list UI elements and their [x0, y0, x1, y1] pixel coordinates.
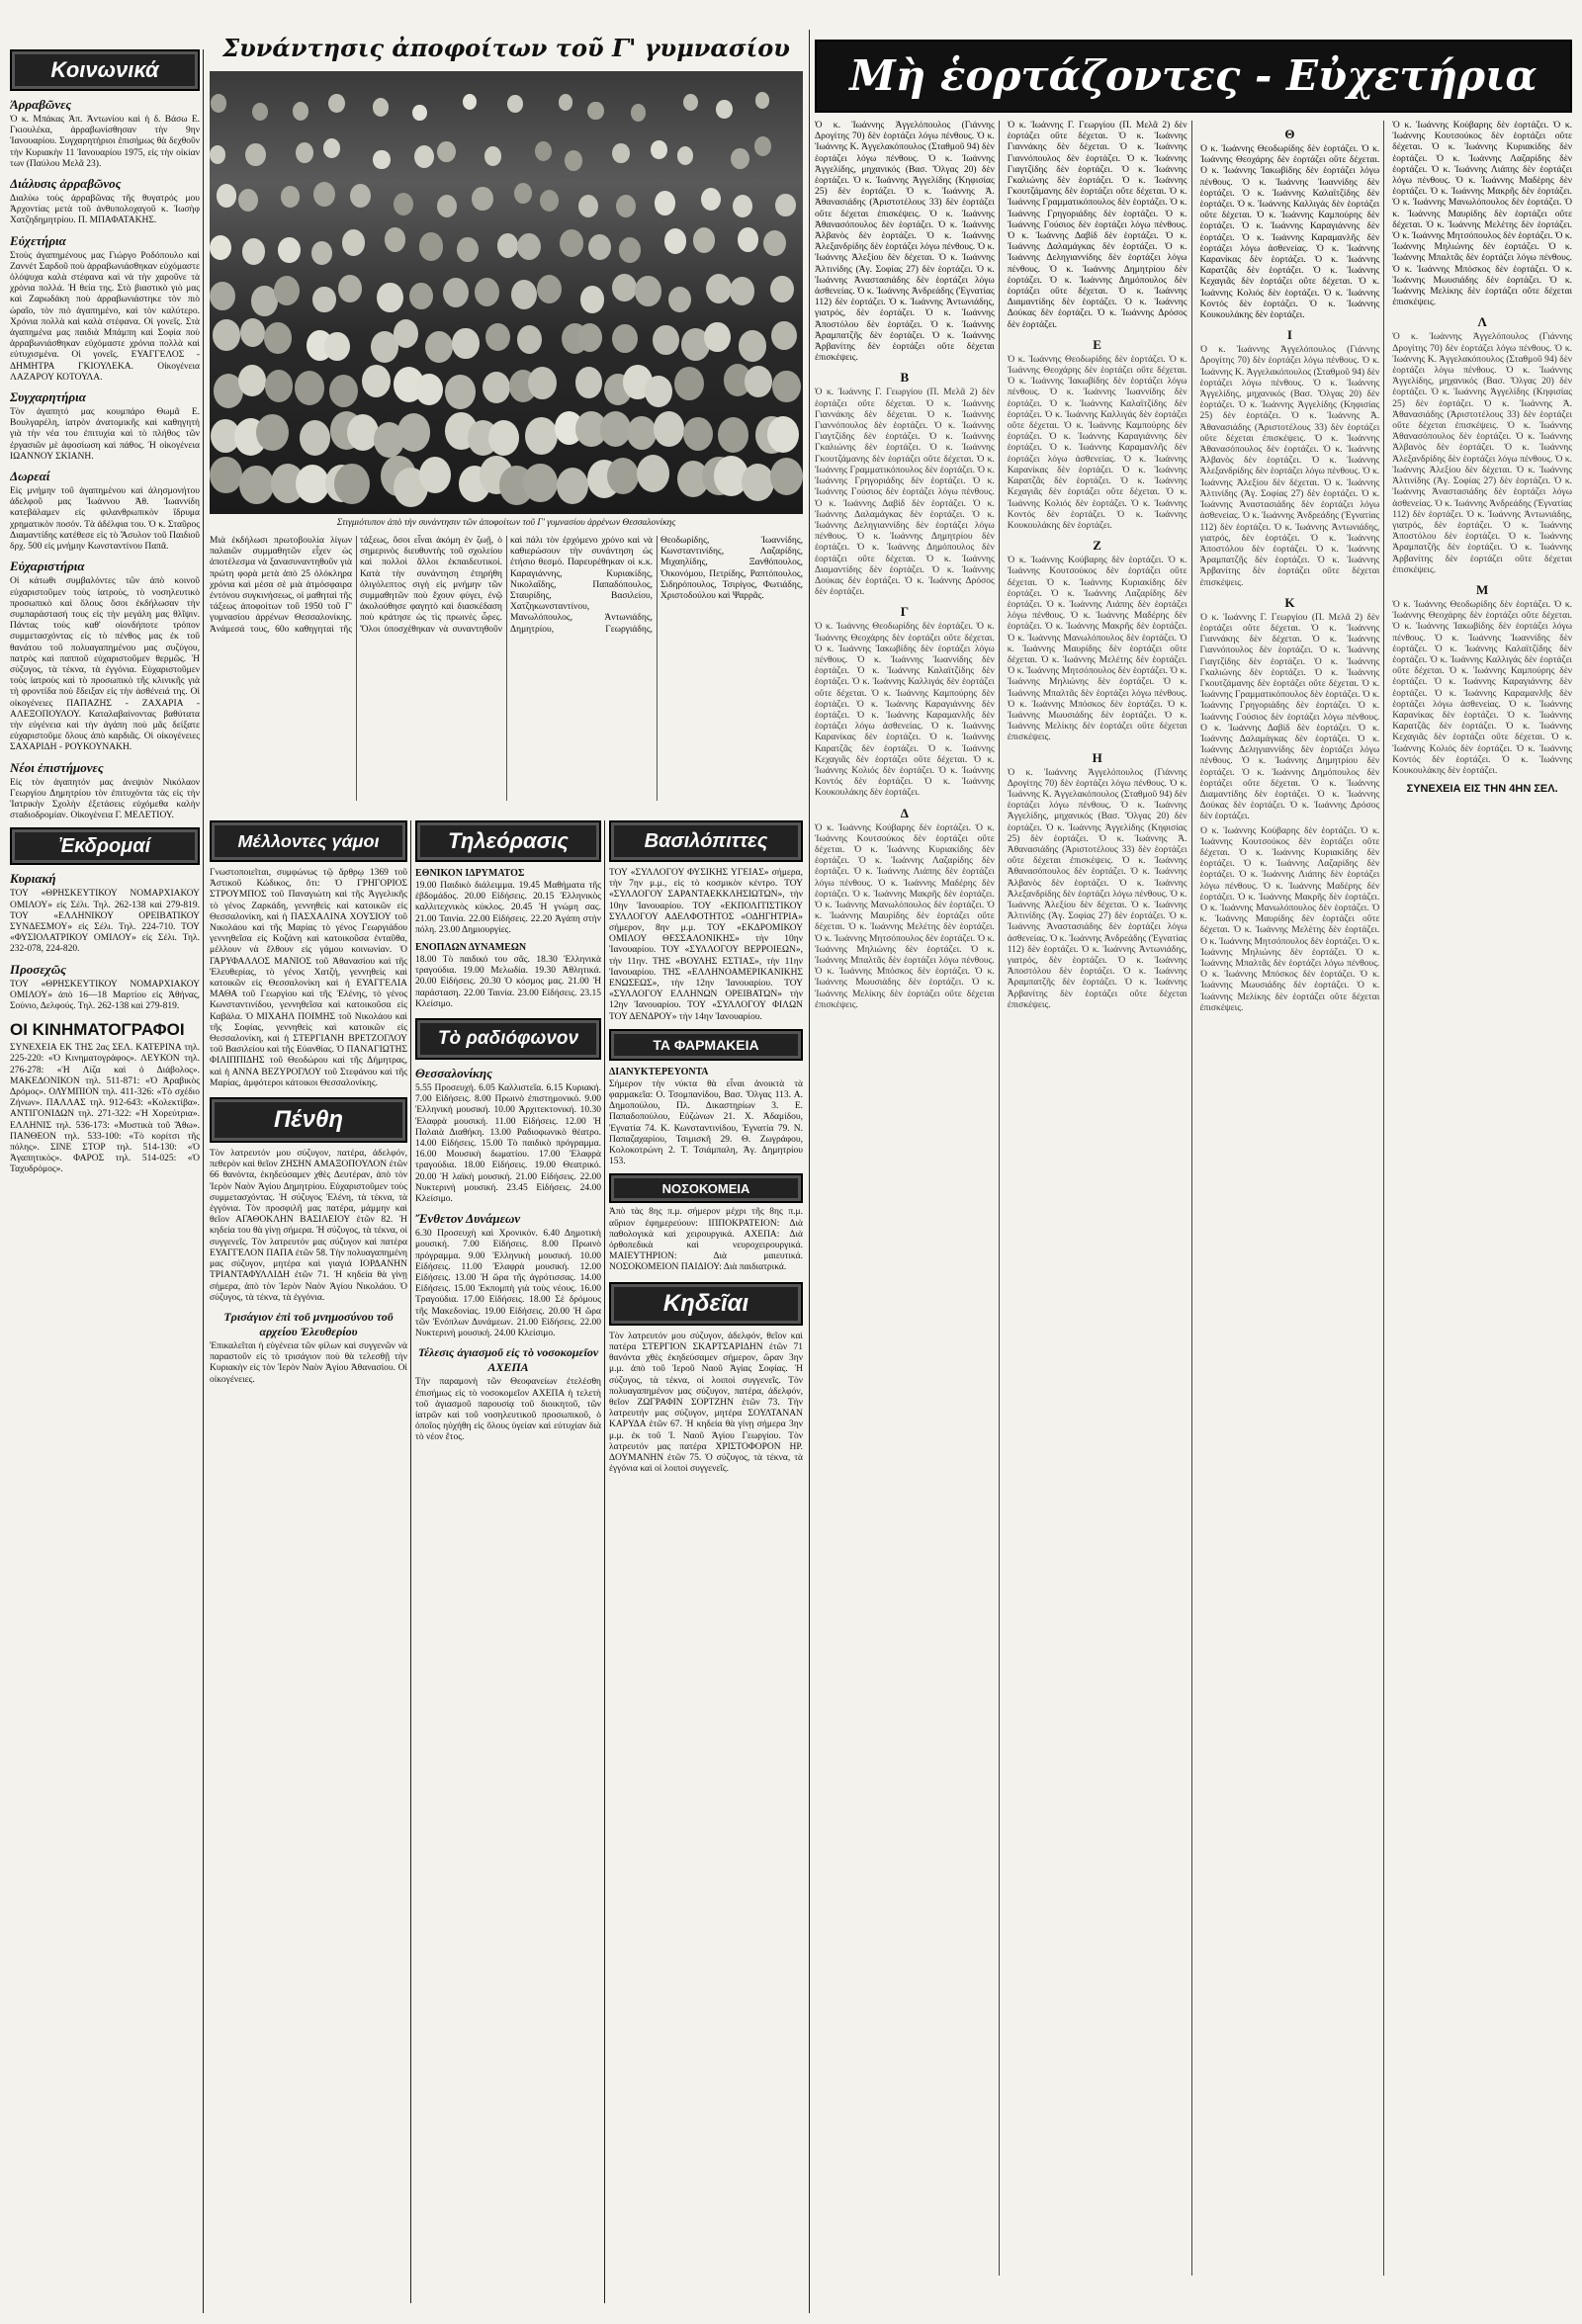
photo-person — [210, 457, 242, 493]
photo-person — [373, 150, 390, 170]
left-column — [10, 49, 200, 2313]
photo-person — [580, 286, 604, 313]
photo-person — [528, 367, 557, 399]
photo-person — [745, 366, 772, 397]
excursion-text: ΤΟΥ «ΘΡΗΣΚΕΥΤΙΚΟΥ ΝΟΜΑΡΧΙΑΚΟΥ ΟΜΙΛΟΥ» ἀπὸ 16—18 Μαρτίου εἰς Ἀθήνας, Σούνιο, Δελφούς. Τηλ. 262-138 καὶ 279-819. — [10, 979, 200, 1011]
photo-person — [488, 420, 520, 456]
photo-person — [701, 188, 721, 211]
photo-person — [612, 324, 637, 353]
tv-text-2: 18.00 Τὸ παιδικό του σᾶς. 18.30 Ἑλληνικὰ τραγούδια. 19.00 Μελωδία. 19.30 Ἀθλητικά. 20.00 Εἰδήσεις. 20.30 Ὁ κόσμος μας. 21.00 Ἡ παράσταση. 22.00 Ταινία. 23.00 Εἰδήσεις. 23.15 Κλείσιμο. — [415, 955, 601, 1009]
photo-person — [350, 184, 371, 208]
photo-person — [770, 276, 794, 302]
name-day-col-4 — [1392, 121, 1572, 2276]
photo-person — [523, 464, 557, 502]
photo-person — [683, 417, 713, 451]
photo-person — [296, 465, 329, 503]
radio-header — [415, 1018, 601, 1060]
photo-person — [415, 374, 443, 406]
television-header — [415, 820, 601, 862]
photo-person — [334, 464, 370, 504]
photo-person — [281, 186, 300, 207]
name-day-section — [815, 40, 1572, 2313]
letter-heading-b: Β — [900, 370, 910, 386]
photo-person — [245, 143, 265, 166]
weddings-column — [210, 820, 407, 2313]
name-day-text-1d: Ὁ κ. Ἰωάννης Κούβαρης δὲν ἑορτάζει. Ὁ κ. Ἰωάννης Κουτσούκος δὲν ἑορτάζει οὔτε δέχεται. Ὁ κ. Ἰωάννης Κυριακίδης δὲν ἑορτάζει. Ὁ κ. Ἰωάννης Λαζαρίδης δὲν ἑορτάζει. Ὁ κ. Ἰωάννης Λιάπης δὲν ἑορτάζει λόγω πένθους. Ὁ κ. Ἰωάννης Μαδέρης δὲν ἑορτάζει. Ὁ κ. Ἰωάννης Μακρῆς δὲν ἑορτάζει. Ὁ κ. Ἰωάννης Μανωλόπουλος δὲν ἑορτάζει. Ὁ κ. Ἰωάννης Μαυρίδης δὲν ἑορτάζει οὔτε δέχεται. Ὁ κ. Ἰωάννης Μελέτης δὲν ἑορτάζει. Ὁ κ. Ἰωάννης Μητσόπουλος δὲν ἑορτάζει. Ὁ κ. Ἰωάννης Μηλιώνης δὲν ἑορτάζει. Ὁ κ. Ἰωάννης Μπαλτᾶς δὲν ἑορτάζει λόγω πένθους. Ὁ κ. Ἰωάννης Μπόσκος δὲν ἑορτάζει. Ὁ κ. Ἰωάννης Μωυσιάδης δὲν ἑορτάζει. Ὁ κ. Ἰωάννης Μελίκης δὲν ἑορτάζει οὔτε δέχεται ἐπισκέψεις. — [815, 822, 995, 1010]
photo-person — [635, 276, 660, 305]
memorial-text: Ἐπικαλεῖται ἡ εὐγένεια τῶν φίλων καὶ συγγενῶν νὰ παραστοῦν εἰς τὸ τρισάγιον ποὺ θὰ τελεσθῇ τὴν Κυριακὴν εἰς τὸν Ἱερὸν Ναὸν Ἁγίου Ἀθανασίου. Οἱ οἰκογένειες. — [210, 1340, 407, 1385]
photo-article — [210, 536, 803, 801]
ahepa-title: Τέλεσις ἀγιασμοῦ εἰς τὸ νοσοκομεῖον ΑΧΕΠΑ — [417, 1345, 599, 1375]
photo-person — [763, 230, 786, 256]
reunion-photo — [210, 71, 803, 514]
photo-person — [540, 190, 559, 212]
mourning-header-label: Πένθη — [273, 1106, 344, 1134]
name-day-text-1c: Ὁ κ. Ἰωάννης Θεοδωρίδης δὲν ἑορτάζει. Ὁ κ. Ἰωάννης Θεοχάρης δὲν ἑορτάζει οὔτε δέχεται. Ὁ κ. Ἰωάννης Ἰακωβίδης δὲν ἑορτάζει λόγω πένθους. Ὁ κ. Ἰωάννης Ἰωαννίδης δὲν ἑορτάζει. Ὁ κ. Ἰωάννης Καλαϊτζίδης δὲν ἑορτάζει. Ὁ κ. Ἰωάννης Καλλιγάς δὲν ἑορτάζει οὔτε δέχεται. Ὁ κ. Ἰωάννης Καμπούρης δὲν ἑορτάζει. Ὁ κ. Ἰωάννης Καραγιάννης δὲν ἑορτάζει. Ὁ κ. Ἰωάννης Καραμανλῆς δὲν ἑορτάζει λόγω ἀσθενείας. Ὁ κ. Ἰωάννης Καρανίκας δὲν ἑορτάζει. Ὁ κ. Ἰωάννης Καρατζᾶς δὲν ἑορτάζει. Ὁ κ. Ἰωάννης Κεχαγιᾶς δὲν ἑορτάζει οὔτε δέχεται. Ὁ κ. Ἰωάννης Κολιός δὲν ἑορτάζει. Ὁ κ. Ἰωάννης Κοντός δὲν ἑορτάζει. Ὁ κ. Ἰωάννης Κουκουλάκης δὲν ἑορτάζει. — [815, 622, 995, 799]
photo-person — [772, 371, 800, 402]
photo-person — [313, 182, 335, 207]
hospital-header-label: ΝΟΣΟΚΟΜΕΙΑ — [661, 1180, 750, 1196]
photo-person — [217, 184, 237, 208]
letter-heading-i: Ι — [1286, 327, 1292, 343]
photo-person — [651, 140, 667, 159]
column-rule — [604, 820, 605, 2303]
pharmacy-subtitle: ΔΙΑΝΥΚΤΕΡΕΥΟΝΤΑ — [609, 1066, 709, 1077]
letter-heading-m: Μ — [1475, 581, 1489, 597]
ahepa-text: Τὴν παραμονὴ τῶν Θεοφανείων ἐτελέσθη ἐπισήμως εἰς τὸ νοσοκομεῖον ΑΧΕΠΑ ἡ τελετὴ τοῦ ἁγιασμοῦ παρουσίᾳ τοῦ διοικητοῦ, τῶν ἰατρῶν καὶ τοῦ νοσηλευτικοῦ προσωπικοῦ, ὁ ὁποῖος ηὐχήθη εἰς ὅλους ὑγείαν καὶ εὐτυχίαν διὰ τὸ νέον ἔτος. — [415, 1377, 601, 1443]
photo-person — [463, 94, 477, 111]
photo-person — [394, 319, 418, 348]
letter-heading-e: Ε — [1093, 336, 1101, 352]
photo-person — [300, 420, 330, 456]
photo-person — [342, 229, 365, 256]
photo-section — [210, 30, 803, 801]
funeral-header — [609, 1282, 803, 1326]
name-day-text-3: Ὁ κ. Ἰωάννης Θεοδωρίδης δὲν ἑορτάζει. Ὁ κ. Ἰωάννης Θεοχάρης δὲν ἑορτάζει οὔτε δέχεται. Ὁ κ. Ἰωάννης Ἰακωβίδης δὲν ἑορτάζει λόγω πένθους. Ὁ κ. Ἰωάννης Ἰωαννίδης δὲν ἑορτάζει. Ὁ κ. Ἰωάννης Καλαϊτζίδης δὲν ἑορτάζει. Ὁ κ. Ἰωάννης Καλλιγάς δὲν ἑορτάζει οὔτε δέχεται. Ὁ κ. Ἰωάννης Καμπούρης δὲν ἑορτάζει. Ὁ κ. Ἰωάννης Καραγιάννης δὲν ἑορτάζει. Ὁ κ. Ἰωάννης Καραμανλῆς δὲν ἑορτάζει λόγω ἀσθενείας. Ὁ κ. Ἰωάννης Καρανίκας δὲν ἑορτάζει. Ὁ κ. Ἰωάννης Καρατζᾶς δὲν ἑορτάζει. Ὁ κ. Ἰωάννης Κεχαγιᾶς δὲν ἑορτάζει οὔτε δέχεται. Ὁ κ. Ἰωάννης Κολιός δὲν ἑορτάζει. Ὁ κ. Ἰωάννης Κοντός δὲν ἑορτάζει. Ὁ κ. Ἰωάννης Κουκουλάκης δὲν ἑορτάζει. — [1199, 144, 1380, 321]
photo-person — [577, 323, 602, 352]
funeral-header-label: Κηδεῖαι — [662, 1289, 749, 1317]
radio-text-2: 6.30 Προσευχὴ καὶ Χρονικόν. 6.40 Δημοτικὴ μουσική. 7.00 Εἰδήσεις. 8.00 Πρωινὸ πρόγραμμα. 9.00 Ἑλληνικὴ μουσική. 10.00 Εἰδήσεις. 11.00 Ἐλαφρὰ μουσική. 12.00 Εἰδήσεις. 13.00 Ἡ ὥρα τῆς ἀγρότισσας. 14.00 Εἰδήσεις. 15.00 Ἐκπομπὴ γιὰ τοὺς νέους. 16.00 Τραγούδια. 17.00 Εἰδήσεις. 18.00 Σὲ δρόμους τῆς Μακεδονίας. 19.00 Εἰδήσεις. 20.00 Ἡ ὥρα τῶν Ἐνόπλων Δυνάμεων. 21.00 Εἰδήσεις. 22.00 Νυκτερινὴ μουσική. 24.00 Κλείσιμο. — [415, 1229, 601, 1339]
letter-heading-l: Λ — [1477, 314, 1487, 330]
photo-person — [485, 323, 510, 352]
television-header-label: Τηλεόρασις — [447, 828, 570, 853]
photo-person — [238, 189, 258, 212]
social-section-text: Διαλύω τοὺς ἀρραβῶνας τῆς θυγατρός μου Ἀρχοντίας μετὰ τοῦ ἀνθυπολοχαγοῦ κ. Ἰωσὴφ Χατζηδημητρίου. Π. ΜΠΑΦΑΤΑΚΗΣ. — [10, 194, 200, 226]
letter-heading-th: Θ — [1284, 127, 1295, 141]
photo-person — [373, 98, 390, 117]
photo-person — [653, 325, 678, 355]
name-day-header — [815, 40, 1572, 113]
photo-person — [239, 466, 273, 504]
excursion-text: ΤΟΥ «ΘΡΗΣΚΕΥΤΙΚΟΥ ΝΟΜΑΡΧΙΑΚΟΥ ΟΜΙΛΟΥ» εἰς Σέλι. Τηλ. 262-138 καὶ 279-819. ΤΟΥ «ΕΛΛΗΝΙΚΟΥ ΟΡΕΙΒΑΤΙΚΟΥ ΣΥΝΔΕΣΜΟΥ» εἰς Σέλι. Τηλ. 224-710. ΤΟΥ «ΦΥΣΙΟΛΑΤΡΙΚΟΥ ΟΜΙΛΟΥ» εἰς Σέλι. Τηλ. 232-078, 224-820. — [10, 889, 200, 955]
photo-person — [238, 365, 266, 396]
weddings-text: Γνωστοποιεῖται, συμφώνως τῷ ἄρθρῳ 1369 τοῦ Ἀστικοῦ Κώδικος, ὅτι: Ὁ ΓΡΗΓΟΡΙΟΣ ΣΤΡΟΥΜΠΟΣ τοῦ Παναγιώτη καὶ τῆς Ἀγγελικῆς τὸ γένος Ζαρκάδη, γεννηθεὶς καὶ κατοικῶν εἰς Θεσσαλονίκη, καὶ ἡ ΠΑΣΧΑΛΙΝΑ ΧΟΥΣΙΟΥ τοῦ Νικολάου καὶ τῆς Μαρίας τὸ γένος Γεωργιάδου γεννηθεῖσα εἰς Κοζάνη καὶ κατοικοῦσα ἐνταῦθα, μέλλουν νὰ ἔλθουν εἰς γάμου κοινωνίαν. Ὁ ΓΑΡΥΦΑΛΛΟΣ ΜΑΝΙΟΣ τοῦ Ἀθανασίου καὶ τῆς Ἐλευθερίας, τὸ γένος Χατζή, γεννηθεὶς καὶ κατοικῶν εἰς Θεσσαλονίκη καὶ ἡ ΕΥΑΓΓΕΛΙΑ ΜΑΘΑ τοῦ Γεωργίου καὶ τῆς Ἑλένης, τὸ γένος Κωνσταντινίδου, γεννηθεῖσα καὶ κατοικοῦσα εἰς Καβάλα. Ὁ ΜΙΧΑΗΛ ΠΟΙΜΗΣ τοῦ Νικολάου καὶ τῆς Σοφίας, γεννηθεὶς καὶ κατοικῶν εἰς Θεσσαλονίκη, καὶ ἡ ΣΤΕΡΓΙΑΝΗ ΒΡΕΤΖΟΓΛΟΥ τοῦ Βασιλείου καὶ τῆς Εὐανθίας. Ὁ ΠΑΝΑΓΙΩΤΗΣ ΦΙΛΙΠΠΙΔΗΣ τοῦ Θεοδώρου καὶ τῆς Δήμητρας, καὶ ἡ ΑΝΝΑ ΒΕΖΥΡΟΓΛΟΥ τοῦ Στεφάνου καὶ τῆς Μαρίας, ἀμφότεροι κάτοικοι Θεσσαλονίκης. — [210, 868, 407, 1088]
social-section-title: Ἀρραβῶνες — [10, 97, 72, 112]
basilopites-text: ΤΟΥ «ΣΥΛΛΟΓΟΥ ΦΥΣΙΚΗΣ ΥΓΕΙΑΣ» σήμερα, τὴν 7ην μ.μ., εἰς τὸ κοσμικὸν κέντρο. ΤΟΥ «ΣΥΛΛΟΓΟΥ ΣΑΡΑΝΤΑΕΚΚΛΗΣΙΩΤΩΝ», τὴν 10ην Ἰανουαρίου. ΤΟΥ «ΕΚΠΟΛΙΤΙΣΤΙΚΟΥ ΣΥΛΛΟΓΟΥ ΑΔΕΛΦΟΤΗΤΟΣ «ΟΔΗΓΗΤΡΙΑ» σήμερον, 8ην μ.μ. ΤΟΥ «ΕΚΔΡΟΜΙΚΟΥ ΟΜΙΛΟΥ ΘΕΣΣΑΛΟΝΙΚΗΣ» τὴν 10ην Ἰανουαρίου. ΤΟΥ «ΣΥΛΛΟΓΟΥ ΒΕΡΡΟΙΕΩΝ», τὴν 11ην. ΤΗΣ «ΒΟΥΛΗΣ ΕΣΤΙΑΣ», τὴν 11ην Ἰανουαρίου. ΤΗΣ «ΕΛΛΗΝΟΑΜΕΡΙΚΑΝΙΚΗΣ ΕΝΩΣΕΩΣ», τὴν 12ην Ἰανουαρίου. ΤΟΥ «ΣΥΛΛΟΓΟΥ ΕΛΛΗΝΩΝ ΟΡΕΙΒΑΤΩΝ» τὴν 12ην Ἰανουαρίου. ΤΟΥ «ΣΥΛΛΟΓΟΥ ΦΙΛΩΝ ΤΟΥ ΔΕΝΔΡΟΥ» τὴν 14ην Ἰανουαρίου. — [609, 868, 803, 1022]
radio-header-label: Τὸ ραδιόφωνον — [437, 1028, 579, 1050]
photo-person — [452, 328, 479, 359]
photo-person — [514, 183, 533, 205]
photo-person — [240, 318, 265, 347]
social-section-title: Δωρεαί — [10, 469, 50, 484]
photo-person — [637, 455, 669, 492]
photo-person — [588, 234, 611, 260]
photo-person — [730, 277, 754, 304]
photo-person — [295, 371, 324, 405]
photo-person — [497, 233, 519, 258]
pharmacy-header-label: ΤΑ ΦΑΡΜΑΚΕΙΑ — [653, 1036, 759, 1053]
column-rule — [809, 30, 810, 2313]
excursion-title: Προσεχῶς — [10, 961, 66, 977]
photo-person — [437, 195, 457, 217]
photo-person — [578, 195, 598, 217]
photo-person — [507, 95, 523, 113]
photo-person — [693, 227, 715, 253]
weddings-header — [210, 820, 407, 862]
photo-person — [324, 332, 350, 362]
pharmacy-header — [609, 1029, 803, 1061]
photo-person — [645, 376, 672, 407]
photo-person — [517, 233, 541, 261]
photo-person — [654, 411, 684, 446]
funeral-text: Τὸν λατρευτόν μου σύζυγον, ἀδελφόν, θεῖον καὶ πατέρα ΣΤΕΡΓΙΟΝ ΣΚΑΡΤΣΑΡΙΔΗΝ ἐτῶν 71 θανόντα χθὲς ἐκηδεύσαμεν σήμερον, ὥραν 3ην μ.μ. ἀπὸ τοῦ Ἱεροῦ Ναοῦ Ἁγίας Σοφίας. Ἡ σύζυγος, τὰ τέκνα, οἱ λοιποὶ συγγενεῖς. Τὸν πολυαγαπημένον μας σύζυγον, πατέρα, ἀδελφόν, θεῖον ΖΩΓΡΑΦΙΝ ΣΟΡΤΖΗΝ ἐτῶν 73. Τὴν λατρευτήν μας σύζυγον, μητέρα ΣΟΥΛΤΑΝΑΝ ΚΑΡΥΔΑ ἐτῶν 67. Ἡ κηδεία θὰ γίνῃ σήμερα 3ην μ.μ. ἐκ τοῦ Ἱ. Ναοῦ Ἁγίου Γεωργίου. Τὸν λατρευτόν μας πατέρα ΧΡΙΣΤΟΦΟΡΟΝ ΗΡ. ΔΟΥΜΑΝΗΝ ἐτῶν 75. Ὁ σύζυγος, τὰ τέκνα, τὰ ἐγγόνια καὶ οἱ λοιποὶ συγγενεῖς. — [609, 1331, 803, 1475]
photo-person — [312, 287, 335, 313]
name-day-text-3c: Ὁ κ. Ἰωάννης Γ. Γεωργίου (Π. Μελᾶ 2) δὲν ἑορτάζει οὔτε δέχεται. Ὁ κ. Ἰωάννης Γιαννάκης δὲν δέχεται. Ὁ κ. Ἰωάννης Γιαννόπουλος δὲν ἑορτάζει. Ὁ κ. Ἰωάννης Γιαγτζίδης δὲν ἑορτάζει. Ὁ κ. Ἰωάννης Γκαλιώνης δὲν ἑορτάζει. Ὁ κ. Ἰωάννης Γκουτζάμανης δὲν ἑορτάζει οὔτε δέχεται. Ὁ κ. Ἰωάννης Γραμματικόπουλος δὲν ἑορτάζει. Ὁ κ. Ἰωάννης Γρηγοριάδης δὲν ἑορτάζει. Ὁ κ. Ἰωάννης Γούσιος δὲν ἑορτάζει λόγω πένθους. Ὁ κ. Ἰωάννης Δαβίδ δὲν ἑορτάζει. Ὁ κ. Ἰωάννης Δαλαμάγκας δὲν ἑορτάζει. Ὁ κ. Ἰωάννης Δεληγιαννίδης δὲν ἑορτάζει λόγω πένθους. Ὁ κ. Ἰωάννης Δημητρίου δὲν ἑορτάζει. Ὁ κ. Ἰωάννης Δημόπουλος δὲν ἑορτάζει οὔτε δέχεται. Ὁ κ. Ἰωάννης Διαμαντίδης δὲν ἑορτάζει. Ὁ κ. Ἰωάννης Δούκας δὲν ἑορτάζει. Ὁ κ. Ἰωάννης Δρόσος δὲν ἑορτάζει. — [1199, 612, 1380, 822]
excursions-header — [10, 827, 200, 865]
basilopites-header — [609, 820, 803, 862]
photo-person — [771, 321, 796, 350]
photo-person — [483, 372, 510, 403]
social-sections — [10, 97, 200, 821]
social-section-text: Εἰς τὸν ἀγαπητόν μας ἀνεψιὸν Νικόλαον Γεωργίου Δημητρίου τὸν ἐπιτυχόντα τὰς εἰς τὴν Ἰατρικὴν Σχολὴν ἐξετάσεις εὐχόμεθα καλὴν σταδιοδρομίαν. Οἰκογένεια Γ. ΜΕΛΕΤΙΟΥ. — [10, 777, 200, 821]
hospital-header — [609, 1173, 803, 1203]
photo-person — [419, 232, 443, 260]
photo-person — [210, 235, 231, 261]
photo-person — [457, 237, 478, 262]
name-day-header-label: Μὴ ἑορτάζοντες - Εὐχετήρια — [849, 51, 1538, 100]
photo-person — [731, 148, 749, 170]
tv-text-1: 19.00 Παιδικὸ διάλειμμα. 19.45 Μαθήματα τῆς ἑβδομάδος. 20.00 Εἰδήσεις. 20.15 Ἑλληνικὸς καλλιτεχνικὸς κύκλος. 20.45 Ἡ γνώμη σας. 21.00 Ταινία. 22.00 Εἰδήσεις. 22.20 Ἀγάπη στὴν πόλη. 23.00 Δημιουργίες. — [415, 881, 601, 935]
photo-person — [627, 416, 657, 450]
photo-person — [668, 287, 691, 312]
name-day-text-3d: Ὁ κ. Ἰωάννης Κούβαρης δὲν ἑορτάζει. Ὁ κ. Ἰωάννης Κουτσούκος δὲν ἑορτάζει οὔτε δέχεται. Ὁ κ. Ἰωάννης Κυριακίδης δὲν ἑορτάζει. Ὁ κ. Ἰωάννης Λαζαρίδης δὲν ἑορτάζει. Ὁ κ. Ἰωάννης Λιάπης δὲν ἑορτάζει λόγω πένθους. Ὁ κ. Ἰωάννης Μαδέρης δὲν ἑορτάζει. Ὁ κ. Ἰωάννης Μακρῆς δὲν ἑορτάζει. Ὁ κ. Ἰωάννης Μανωλόπουλος δὲν ἑορτάζει. Ὁ κ. Ἰωάννης Μαυρίδης δὲν ἑορτάζει οὔτε δέχεται. Ὁ κ. Ἰωάννης Μελέτης δὲν ἑορτάζει. Ὁ κ. Ἰωάννης Μητσόπουλος δὲν ἑορτάζει. Ὁ κ. Ἰωάννης Μηλιώνης δὲν ἑορτάζει. Ὁ κ. Ἰωάννης Μπαλτᾶς δὲν ἑορτάζει λόγω πένθους. Ὁ κ. Ἰωάννης Μπόσκος δὲν ἑορτάζει. Ὁ κ. Ἰωάννης Μωυσιάδης δὲν ἑορτάζει. Ὁ κ. Ἰωάννης Μελίκης δὲν ἑορτάζει οὔτε δέχεται ἐπισκέψεις. — [1199, 825, 1380, 1013]
photo-person — [484, 146, 501, 166]
photo-person — [655, 191, 675, 215]
excursion-title: Κυριακή — [10, 871, 56, 887]
photo-person — [242, 238, 265, 265]
photo-person — [517, 325, 542, 354]
photo-person — [377, 283, 402, 312]
photo-caption: Στιγμιότυπον ἀπὸ τὴν συνάντησιν τῶν ἀποφοίτων τοῦ Γ' γυμνασίου ἀρρένων Θεσσαλονίκης — [336, 518, 676, 528]
photo-person — [612, 274, 637, 301]
name-day-text-4: Ὁ κ. Ἰωάννης Κούβαρης δὲν ἑορτάζει. Ὁ κ. Ἰωάννης Κουτσούκος δὲν ἑορτάζει οὔτε δέχεται. Ὁ κ. Ἰωάννης Κυριακίδης δὲν ἑορτάζει. Ὁ κ. Ἰωάννης Λαζαρίδης δὲν ἑορτάζει. Ὁ κ. Ἰωάννης Λιάπης δὲν ἑορτάζει λόγω πένθους. Ὁ κ. Ἰωάννης Μαδέρης δὲν ἑορτάζει. Ὁ κ. Ἰωάννης Μακρῆς δὲν ἑορτάζει. Ὁ κ. Ἰωάννης Μανωλόπουλος δὲν ἑορτάζει. Ὁ κ. Ἰωάννης Μαυρίδης δὲν ἑορτάζει οὔτε δέχεται. Ὁ κ. Ἰωάννης Μελέτης δὲν ἑορτάζει. Ὁ κ. Ἰωάννης Μητσόπουλος δὲν ἑορτάζει. Ὁ κ. Ἰωάννης Μηλιώνης δὲν ἑορτάζει. Ὁ κ. Ἰωάννης Μπαλτᾶς δὲν ἑορτάζει λόγω πένθους. Ὁ κ. Ἰωάννης Μπόσκος δὲν ἑορτάζει. Ὁ κ. Ἰωάννης Μωυσιάδης δὲν ἑορτάζει. Ὁ κ. Ἰωάννης Μελίκης δὲν ἑορτάζει οὔτε δέχεται ἐπισκέψεις. — [1392, 121, 1572, 308]
mourning-text: Τὸν λατρευτόν μου σύζυγον, πατέρα, ἀδελφόν, πεθερὸν καὶ θεῖον ΖΗΣΗΝ ΑΜΑΞΟΠΟΥΛΟΝ ἐτῶν 66 θανόντα, ἐκηδεύσαμεν χθὲς Δευτέραν, ἀπὸ τὸν Ἱερὸν Ναὸν Ἁγίου Δημητρίου. Εὐχαριστοῦμεν τοὺς συμμετασχόντας. Ἡ σύζυγος Ἑλένη, τὰ τέκνα, τὰ ἐγγόνια. Τὸν προσφιλῆ μας πατέρα, μάμμην καὶ θεῖον ΑΓΑΘΟΚΛΗΝ ΒΑΣΙΛΕΙΟΥ ἐτῶν 82. Ἡ κηδεία του θὰ γίνῃ σήμερα. Ἡ σύζυγος, τὰ τέκνα, οἱ συγγενεῖς. Τὸν λατρευτόν μας σύζυγον καὶ πατέρα ΕΥΑΓΓΕΛΟΝ ΠΑΠΑ ἐτῶν 58. Τὴν πολυαγαπημένη μας σύζυγον, μητέρα καὶ γιαγιά ΙΟΡΔΑΝΗΝ ΤΡΙΑΝΤΑΦΥΛΛΙΔΗ ἐτῶν 71. Ἡ κηδεία θὰ γίνῃ σήμερα, ἀπὸ τὸν Ἱερὸν Ναὸν Ἁγίου Νικολάου. Ὁ σύζυγος, τὰ τέκνα, τὰ ἐγγόνια. — [210, 1149, 407, 1303]
social-section-title: Εὐχετήρια — [10, 232, 66, 248]
photo-person — [619, 237, 641, 262]
social-section-text: Στοὺς ἀγαπημένους μας Γιώργο Ροδόπουλο καὶ Ζαννέτ Σαρδοῦ ποὺ ἀρραβωνιάσθηκαν εὐχόμαστε ὁλόψυχα καλὰ στέφανα καὶ νὰ τὴν χαροῦνε τὰ χρόνια πολλά. Ἡ θεία της. Στὸ βιαστικὸ γιὸ μας καὶ Ζαρωδάκη ποὺ ἀρραβωνιάστηκε τὸν πιὸ ὡραῖο, τὸν πιὸ ἀγαπημένο, καὶ τὸν καλύτερο. Χρόνια πολλὰ καὶ καλὰ στέφανα. Οἱ γονεῖς. Στὰ ἀγαπημένα μας παιδιὰ Μπάμπη καὶ Σοφία ποὺ ἀρραβωνιάσθηκαν εὐχόμαστε χρόνια πολλὰ καὶ εὐτυχισμένα. Οἱ γονεῖς. ΕΥΑΓΓΕΛΟΣ - ΔΗΜΗΤΡΑ ΓΚΙΟΥΛΕΚΑ. Οἰκογένεια ΛΑΖΑΡΟΥ ΚΟΤΟΥΛΑ. — [10, 250, 200, 383]
column-rule — [203, 49, 204, 2313]
social-section-title: Εὐχαριστήρια — [10, 559, 85, 574]
social-section-text: Τὸν ἀγαπητό μας κουμπάρο Θωμᾶ Ε. Βουλγαρέλη, ἰατρὸν ἀνατομικῆς καὶ καθηγητὴ γιὰ τὴν νέα του ἐπιτυχία καὶ τὸ πλήθος τῶν ἐργασιῶν μὲ ἀφοσίωση καὶ πάθος. Ἡ οἰκογένεια ΙΩΑΝΝΟΥ ΣΚΙΑΝΗ. — [10, 407, 200, 462]
photo-person — [296, 142, 313, 163]
photo-person — [385, 227, 405, 252]
photo-person — [311, 241, 332, 265]
name-day-columns — [815, 121, 1572, 2276]
photo-person — [412, 105, 427, 122]
photo-person — [742, 464, 774, 501]
hospital-text: Ἀπὸ τὰς 8ης π.μ. σήμερον μέχρι τῆς 8ης π.μ. αὔριον ἐφημερεύουν: ΙΠΠΟΚΡΑΤΕΙΟΝ: Διὰ παθολογικὰ καὶ χειρουργικά. ΑΧΕΠΑ: Διὰ ὀρθοπεδικὰ καὶ νευροχειρουργικά. ΜΑΙΕΥΤΗΡΙΟΝ: Διὰ μαιευτικά. ΝΟΣΟΚΟΜΕΙΟΝ ΠΑΙΔΙΟΥ: Διὰ παιδιατρικά. — [609, 1207, 803, 1273]
social-section-text: Εἰς μνήμην τοῦ ἀγαπημένου καὶ ἀλησμονήτου ἀδελφοῦ μας Ἰωάννου Ἀθ. Ἰωαννίδη κατεβάλαμεν εἰς φιλανθρωπικὸν ἵδρυμα χρηματικὸν ποσόν. Τὰ ἀδέλφια του. Ὁ κ. Σταῦρος Διαμαντίδης κατέθεσε εἰς τὸ Ἄσυλον τοῦ Παιδιοῦ δρχ. 500 εἰς μνήμην Κωνσταντίνου Παπᾶ. — [10, 486, 200, 553]
photo-person — [755, 92, 770, 109]
social-section-text: Ὁ κ. Μπάκας Ἀπ. Ἀντωνίου καὶ ἡ δ. Βάσω Ε. Γκιουλέκα, ἀρραβωνίσθησαν τὴν 9ην Ἰανουαρίου. Συγχαρητήριοι ἐπισήμως θὰ δεχθοῦν τὴν Κυριακὴν 11 Ἰανουαρίου 1975, εἰς τὴν οἰκίαν των (Παύλου Μελᾶ 23). — [10, 115, 200, 169]
photo-person — [210, 282, 235, 311]
photo-person — [674, 367, 704, 400]
social-section-text: Οἱ κάτωθι συμβαλόντες τῶν ἀπὸ κοινοῦ εὐχαριστοῦμεν τοὺς ἰατροὺς, τὸ νοσηλευτικὸ προσωπικὸ καὶ ὅλους ὅσοι ἐκδήλωσαν τὴν συμπαράστασή τους εἰς τὴν μεγάλη μας θλῖψιν. Πάντας τοὺς καθ' οἱονδήποτε τρόπον συμμετασχόντας εἰς τὸ πένθος μας ἐκ τοῦ θανάτου τοῦ πολυαγαπημένου μας συζύγου, πατρὸς καὶ παπποῦ εὐχαριστοῦμεν θερμῶς. Ἡ σύζυγος, τὰ τέκνα, τὰ ἐγγόνια. Εὐχαριστοῦμεν τοὺς ἰατροὺς καὶ τὸ προσωπικὸ τῆς κλινικῆς γιὰ τὴ φροντίδα ποὺ ἔδειξαν εἰς τὴν ἀσθένειά της. Οἱ οἰκογένειες ΠΑΠΑΖΗΣ - ΖΑΧΑΡΙΑ - ΑΛΕΞΟΠΟΥΛΟΥ. Καταλαβαίνοντας βαθύτατα τὴν εὐγένεια καὶ τὴν ἀγάπη ποὺ μᾶς δείξατε εὐχαριστοῦμε ὅλους ἀπὸ καρδιᾶς. Οἱ οἰκογένειες ΣΑΧΑΡΙΔΗ - ΡΟΥΚΟΥΝΑΚΗ. — [10, 576, 200, 753]
photo-person — [770, 458, 803, 495]
photo-person — [616, 195, 637, 218]
name-day-col-3 — [1200, 121, 1385, 2276]
television-column — [415, 820, 601, 2313]
photo-person — [397, 413, 430, 451]
photo-person — [683, 94, 698, 111]
photo-person — [559, 94, 573, 111]
column-rule — [410, 820, 411, 2303]
name-day-col-2 — [1008, 121, 1192, 2276]
photo-person — [511, 280, 537, 309]
photo-person — [600, 411, 631, 446]
social-header — [10, 49, 200, 91]
letter-heading-k: Κ — [1284, 594, 1295, 610]
name-day-text-3b: Ὁ κ. Ἰωάννης Ἀγγελόπουλος (Γιάννης Δρογίτης 70) δὲν ἑορτάζει λόγω πένθους. Ὁ κ. Ἰωάννης Κ. Ἀγγελακόπουλος (Σταθμοῦ 94) δὲν ἑορτάζει λόγω πένθους. Ὁ κ. Ἰωάννης Ἀγγελίδης, μηχανικός (Βασ. Ὄλγας 20) δὲν ἑορτάζει. Ὁ κ. Ἰωάννης Ἀγγελίδης (Κηφισίας 25) δὲν ἑορτάζει. Ὁ κ. Ἰωάννης Ἀ. Ἀθανασιάδης (Ἀριστοτέλους 33) δὲν ἑορτάζει οὔτε δέχεται ἐπισκέψεις. Ὁ κ. Ἰωάννης Ἀθανασόπουλος δὲν ἑορτάζει. Ὁ κ. Ἰωάννης Ἀλβανὸς δὲν ἑορτάζει. Ὁ κ. Ἰωάννης Ἀλεξανδρίδης δὲν ἑορτάζει λόγω πένθους. Ὁ κ. Ἰωάννης Ἀλεξίου δὲν δέχεται. Ὁ κ. Ἰωάννης Ἀλτινίδης (Ἁγ. Σοφίας 27) δὲν ἑορτάζει. Ὁ κ. Ἰωάννης Ἀναστασιάδης δὲν ἑορτάζει λόγω ἀσθενείας. Ὁ κ. Ἰωάννης Ἀνδρεάδης (Ἐγνατίας 112) δὲν ἑορτάζει. Ὁ κ. Ἰωάννης Ἀντωνιάδης, γιατρός, δὲν ἑορτάζει. Ὁ κ. Ἰωάννης Ἀποστόλου δὲν ἑορτάζει. Ὁ κ. Ἰωάννης Ἀραμπατζῆς δὲν ἑορτάζει. Ὁ κ. Ἰωάννης Ἀρβανίτης δὲν ἑορτάζει οὔτε δέχεται ἐπισκέψεις. — [1199, 345, 1380, 588]
name-day-text-4c: Ὁ κ. Ἰωάννης Θεοδωρίδης δὲν ἑορτάζει. Ὁ κ. Ἰωάννης Θεοχάρης δὲν ἑορτάζει οὔτε δέχεται. Ὁ κ. Ἰωάννης Ἰακωβίδης δὲν ἑορτάζει λόγω πένθους. Ὁ κ. Ἰωάννης Ἰωαννίδης δὲν ἑορτάζει. Ὁ κ. Ἰωάννης Καλαϊτζίδης δὲν ἑορτάζει. Ὁ κ. Ἰωάννης Καλλιγάς δὲν ἑορτάζει οὔτε δέχεται. Ὁ κ. Ἰωάννης Καμπούρης δὲν ἑορτάζει. Ὁ κ. Ἰωάννης Καραγιάννης δὲν ἑορτάζει. Ὁ κ. Ἰωάννης Καραμανλῆς δὲν ἑορτάζει λόγω ἀσθενείας. Ὁ κ. Ἰωάννης Καρανίκας δὲν ἑορτάζει. Ὁ κ. Ἰωάννης Καρατζᾶς δὲν ἑορτάζει. Ὁ κ. Ἰωάννης Κεχαγιᾶς δὲν ἑορτάζει οὔτε δέχεται. Ὁ κ. Ἰωάννης Κολιός δὲν ἑορτάζει. Ὁ κ. Ἰωάννης Κοντός δὲν ἑορτάζει. Ὁ κ. Ἰωάννης Κουκουλάκης δὲν ἑορτάζει. — [1392, 599, 1572, 776]
excursions-list — [10, 871, 200, 1012]
photo-person — [328, 94, 345, 113]
photo-person — [252, 103, 268, 121]
photo-person — [525, 417, 558, 455]
photo-person — [716, 100, 732, 119]
social-header-label: Κοινωνικά — [50, 57, 159, 82]
photo-person — [409, 283, 433, 309]
photo-article-text: Μιὰ ἐκδήλωσι πρωτοβουλία λίγων παλαιῶν συμμαθητῶν εἶχεν ὡς ἀποτέλεσμα νὰ ξανασυναντηθοῦν γιὰ πρώτη φορὰ μετὰ ἀπὸ 25 ὁλόκληρα χρόνια καὶ μέσα σὲ μιὰ ἀτμόσφαιρα ἐντόνου συγκινήσεως, οἱ μαθηταὶ τῆς τάξεως ἀποφοίτων τοῦ 1950 τοῦ Γ' γυμνασίου ἀρρένων Θεσσαλονίκης. Ἀνάμεσά τους, 60ο καθηγηταὶ τῆς τάξεως, ὅσοι εἶναι ἀκόμη ἐν ζωῇ, ὁ σημερινὸς διευθυντὴς τοῦ σχολείου καὶ πολλοὶ ἄλλοι ἐκπαιδευτικοί. Κατὰ τὴν συνάντηση ἐτηρήθη ὀλιγόλεπτος σιγὴ εἰς μνήμην τῶν συμμαθητῶν ποὺ ἔχουν φύγει, ἐνῷ ἀκολούθησε φαγητὸ καὶ διασκέδαση ποὺ κράτησε ὡς τὶς πρωινὲς ὧρες. Ὅλοι ὑποσχέθηκαν νὰ συναντηθοῦν καὶ πάλι τὸν ἐρχόμενο χρόνο καὶ νὰ καθιερώσουν τὴν συνάντηση ὡς ἐτήσιο θεσμό. Παρευρέθηκαν οἱ κ.κ. Καραγιάννης, Κυριακίδης, Νικολαΐδης, Παπαδόπουλος, Σταυρίδης, Βασιλείου, Χατζηκωνσταντίνου, Μανωλόπουλος, Ἀντωνιάδης, Δημητρίου, Γεωργιάδης, Θεοδωρίδης, Ἰωαννίδης, Κωνσταντινίδης, Λαζαρίδης, Μιχαηλίδης, Ξανθόπουλος, Ὀικονόμου, Πετρίδης, Ραπτόπουλος, Σιδηρόπουλος, Τσιρίγος, Φωτιάδης, Χριστοδούλου καὶ Ψαρρᾶς. — [210, 536, 803, 635]
photo-person — [739, 330, 765, 362]
photo-person — [475, 278, 499, 306]
photo-person — [537, 275, 562, 303]
name-day-text-1b: Ὁ κ. Ἰωάννης Γ. Γεωργίου (Π. Μελᾶ 2) δὲν ἑορτάζει οὔτε δέχεται. Ὁ κ. Ἰωάννης Γιαννάκης δὲν δέχεται. Ὁ κ. Ἰωάννης Γιαννόπουλος δὲν ἑορτάζει. Ὁ κ. Ἰωάννης Γιαγτζίδης δὲν ἑορτάζει. Ὁ κ. Ἰωάννης Γκαλιώνης δὲν ἑορτάζει. Ὁ κ. Ἰωάννης Γκουτζάμανης δὲν ἑορτάζει οὔτε δέχεται. Ὁ κ. Ἰωάννης Γραμματικόπουλος δὲν ἑορτάζει. Ὁ κ. Ἰωάννης Γρηγοριάδης δὲν ἑορτάζει. Ὁ κ. Ἰωάννης Γούσιος δὲν ἑορτάζει λόγω πένθους. Ὁ κ. Ἰωάννης Δαβίδ δὲν ἑορτάζει. Ὁ κ. Ἰωάννης Δαλαμάγκας δὲν ἑορτάζει. Ὁ κ. Ἰωάννης Δεληγιαννίδης δὲν ἑορτάζει λόγω πένθους. Ὁ κ. Ἰωάννης Δημητρίου δὲν ἑορτάζει. Ὁ κ. Ἰωάννης Δημόπουλος δὲν ἑορτάζει οὔτε δέχεται. Ὁ κ. Ἰωάννης Διαμαντίδης δὲν ἑορτάζει. Ὁ κ. Ἰωάννης Δούκας δὲν ἑορτάζει. Ὁ κ. Ἰωάννης Δρόσος δὲν ἑορτάζει. — [815, 387, 995, 598]
social-section-title: Διάλυσις ἀρραβῶνος — [10, 176, 122, 192]
photo-person — [535, 141, 552, 161]
photo-person — [565, 150, 583, 171]
photo-person — [414, 145, 434, 168]
name-day-text-2c: Ὁ κ. Ἰωάννης Κούβαρης δὲν ἑορτάζει. Ὁ κ. Ἰωάννης Κουτσούκος δὲν ἑορτάζει οὔτε δέχεται. Ὁ κ. Ἰωάννης Κυριακίδης δὲν ἑορτάζει. Ὁ κ. Ἰωάννης Λαζαρίδης δὲν ἑορτάζει. Ὁ κ. Ἰωάννης Λιάπης δὲν ἑορτάζει λόγω πένθους. Ὁ κ. Ἰωάννης Μαδέρης δὲν ἑορτάζει. Ὁ κ. Ἰωάννης Μακρῆς δὲν ἑορτάζει. Ὁ κ. Ἰωάννης Μανωλόπουλος δὲν ἑορτάζει. Ὁ κ. Ἰωάννης Μαυρίδης δὲν ἑορτάζει οὔτε δέχεται. Ὁ κ. Ἰωάννης Μελέτης δὲν ἑορτάζει. Ὁ κ. Ἰωάννης Μητσόπουλος δὲν ἑορτάζει. Ὁ κ. Ἰωάννης Μηλιώνης δὲν ἑορτάζει. Ὁ κ. Ἰωάννης Μπαλτᾶς δὲν ἑορτάζει λόγω πένθους. Ὁ κ. Ἰωάννης Μπόσκος δὲν ἑορτάζει. Ὁ κ. Ἰωάννης Μωυσιάδης δὲν ἑορτάζει. Ὁ κ. Ἰωάννης Μελίκης δὲν ἑορτάζει οὔτε δέχεται ἐπισκέψεις. — [1007, 556, 1187, 743]
photo-person — [338, 275, 362, 301]
memorial-title: Τρισάγιον ἐπὶ τοῦ μνημοσύνου τοῦ αρχείου Ἐλευθερίου — [223, 1309, 394, 1338]
photo-person — [445, 375, 476, 409]
letter-heading-h: Η — [1092, 749, 1102, 765]
photo-person — [775, 194, 796, 217]
photo-person — [210, 145, 225, 164]
excursions-header-label: Ἐκδρομαί — [58, 834, 151, 857]
photo-person — [329, 375, 358, 407]
photo-person — [706, 274, 732, 303]
photo-person — [612, 143, 630, 164]
radio-station-1: Θεσσαλονίκης — [415, 1066, 492, 1081]
letter-heading-z: Ζ — [1093, 538, 1101, 554]
tv-channel-2: ΕΝΟΠΛΩΝ ΔΥΝΑΜΕΩΝ — [415, 942, 527, 954]
photo-person — [718, 417, 748, 452]
photo-person — [575, 367, 602, 397]
name-day-text-4b: Ὁ κ. Ἰωάννης Ἀγγελόπουλος (Γιάννης Δρογίτης 70) δὲν ἑορτάζει λόγω πένθους. Ὁ κ. Ἰωάννης Κ. Ἀγγελακόπουλος (Σταθμοῦ 94) δὲν ἑορτάζει λόγω πένθους. Ὁ κ. Ἰωάννης Ἀγγελίδης, μηχανικός (Βασ. Ὄλγας 20) δὲν ἑορτάζει. Ὁ κ. Ἰωάννης Ἀγγελίδης (Κηφισίας 25) δὲν ἑορτάζει. Ὁ κ. Ἰωάννης Ἀ. Ἀθανασιάδης (Ἀριστοτέλους 33) δὲν ἑορτάζει οὔτε δέχεται ἐπισκέψεις. Ὁ κ. Ἰωάννης Ἀθανασόπουλος δὲν ἑορτάζει. Ὁ κ. Ἰωάννης Ἀλβανὸς δὲν ἑορτάζει. Ὁ κ. Ἰωάννης Ἀλεξανδρίδης δὲν ἑορτάζει λόγω πένθους. Ὁ κ. Ἰωάννης Ἀλεξίου δὲν δέχεται. Ὁ κ. Ἰωάννης Ἀλτινίδης (Ἁγ. Σοφίας 27) δὲν ἑορτάζει. Ὁ κ. Ἰωάννης Ἀναστασιάδης δὲν ἑορτάζει λόγω ἀσθενείας. Ὁ κ. Ἰωάννης Ἀνδρεάδης (Ἐγνατίας 112) δὲν ἑορτάζει. Ὁ κ. Ἰωάννης Ἀντωνιάδης, γιατρός, δὲν ἑορτάζει. Ὁ κ. Ἰωάννης Ἀποστόλου δὲν ἑορτάζει. Ὁ κ. Ἰωάννης Ἀραμπατζῆς δὲν ἑορτάζει. Ὁ κ. Ἰωάννης Ἀρβανίτης δὲν ἑορτάζει οὔτε δέχεται ἐπισκέψεις. — [1392, 332, 1572, 575]
photo-person — [437, 141, 455, 162]
photo-person — [754, 136, 771, 155]
photo-person — [362, 365, 391, 397]
name-day-text-2d: Ὁ κ. Ἰωάννης Ἀγγελόπουλος (Γιάννης Δρογίτης 70) δὲν ἑορτάζει λόγω πένθους. Ὁ κ. Ἰωάννης Κ. Ἀγγελακόπουλος (Σταθμοῦ 94) δὲν ἑορτάζει λόγω πένθους. Ὁ κ. Ἰωάννης Ἀγγελίδης, μηχανικός (Βασ. Ὄλγας 20) δὲν ἑορτάζει. Ὁ κ. Ἰωάννης Ἀγγελίδης (Κηφισίας 25) δὲν ἑορτάζει. Ὁ κ. Ἰωάννης Ἀ. Ἀθανασιάδης (Ἀριστοτέλους 33) δὲν ἑορτάζει οὔτε δέχεται ἐπισκέψεις. Ὁ κ. Ἰωάννης Ἀθανασόπουλος δὲν ἑορτάζει. Ὁ κ. Ἰωάννης Ἀλβανὸς δὲν ἑορτάζει. Ὁ κ. Ἰωάννης Ἀλεξανδρίδης δὲν ἑορτάζει λόγω πένθους. Ὁ κ. Ἰωάννης Ἀλεξίου δὲν δέχεται. Ὁ κ. Ἰωάννης Ἀλτινίδης (Ἁγ. Σοφίας 27) δὲν ἑορτάζει. Ὁ κ. Ἰωάννης Ἀναστασιάδης δὲν ἑορτάζει λόγω ἀσθενείας. Ὁ κ. Ἰωάννης Ἀνδρεάδης (Ἐγνατίας 112) δὲν ἑορτάζει. Ὁ κ. Ἰωάννης Ἀντωνιάδης, γιατρός, δὲν ἑορτάζει. Ὁ κ. Ἰωάννης Ἀποστόλου δὲν ἑορτάζει. Ὁ κ. Ἰωάννης Ἀραμπατζῆς δὲν ἑορτάζει. Ὁ κ. Ἰωάννης Ἀρβανίτης δὲν ἑορτάζει οὔτε δέχεται ἐπισκέψεις. — [1007, 767, 1187, 1010]
photo-person — [213, 319, 239, 350]
photo-person — [607, 458, 640, 495]
photo-person — [472, 187, 492, 211]
letter-heading-g: Γ — [900, 604, 910, 620]
photo-person — [265, 370, 294, 402]
photo-person — [587, 102, 603, 121]
photo-person — [557, 468, 588, 504]
name-day-col-1 — [815, 121, 1000, 2276]
tv-channel-1: ΕΘΝΙΚΟΝ ΙΔΡΥΜΑΤΟΣ — [415, 868, 525, 879]
photo-person — [256, 414, 288, 451]
cinemas-text: ΣΥΝΕΧΕΙΑ ΕΚ ΤΗΣ 2ας ΣΕΛ. ΚΑΤΕΡΙΝΑ τηλ. 225-220: «Ὁ Κινηματογράφος». ΛΕΥΚΟΝ τηλ. 276-278: «Ἡ Λίζα καὶ ὁ Διάβολος». ΜΑΚΕΔΟΝΙΚΟΝ τηλ. 511-871: «Ὁ Ἀραβικὸς Δρόμος». ΟΛΥΜΠΙΟΝ τηλ. 411-326: «Τὸ σχέδιο Ζήνων». ΠΑΛΛΑΣ τηλ. 912-643: «Κολεκτίβα». ΑΝΤΙΓΟΝΙΔΩΝ τηλ. 271-322: «Ἡ Χορεύτρια». ΕΛΛΗΝΙΣ τηλ. 536-173: «Μυστικὰ τοῦ Ἄθω». ΠΑΝΘΕΟΝ τηλ. 533-100: «Τὸ κορίτσι τῆς πόλης». ΣΙΝΕ ΣΤΟΡ τηλ. 514-130: «Ὁ Ἀγαπητικὸς». ΦΑΡΟΣ τηλ. 514-025: «Ὁ Ταχυδρόμος». — [10, 1043, 200, 1175]
social-section-title: Συγχαρητήρια — [10, 389, 86, 405]
cinemas-title: ΟΙ ΚΙΝΗΜΑΤΟΓΡΑΦΟΙ — [10, 1020, 185, 1040]
name-day-text-2b: Ὁ κ. Ἰωάννης Θεοδωρίδης δὲν ἑορτάζει. Ὁ κ. Ἰωάννης Θεοχάρης δὲν ἑορτάζει οὔτε δέχεται. Ὁ κ. Ἰωάννης Ἰακωβίδης δὲν ἑορτάζει λόγω πένθους. Ὁ κ. Ἰωάννης Ἰωαννίδης δὲν ἑορτάζει. Ὁ κ. Ἰωάννης Καλαϊτζίδης δὲν ἑορτάζει. Ὁ κ. Ἰωάννης Καλλιγάς δὲν ἑορτάζει οὔτε δέχεται. Ὁ κ. Ἰωάννης Καμπούρης δὲν ἑορτάζει. Ὁ κ. Ἰωάννης Καραγιάννης δὲν ἑορτάζει. Ὁ κ. Ἰωάννης Καραμανλῆς δὲν ἑορτάζει λόγω ἀσθενείας. Ὁ κ. Ἰωάννης Καρανίκας δὲν ἑορτάζει. Ὁ κ. Ἰωάννης Καρατζᾶς δὲν ἑορτάζει. Ὁ κ. Ἰωάννης Κεχαγιᾶς δὲν ἑορτάζει οὔτε δέχεται. Ὁ κ. Ἰωάννης Κολιός δὲν ἑορτάζει. Ὁ κ. Ἰωάννης Κοντός δὲν ἑορτάζει. Ὁ κ. Ἰωάννης Κουκουλάκης δὲν ἑορτάζει. — [1007, 354, 1187, 531]
photo-person — [631, 104, 646, 122]
photo-person — [677, 146, 693, 165]
radio-text-1: 5.55 Προσευχή. 6.05 Καλλιστεῖα. 6.15 Κυριακή. 7.00 Εἰδήσεις. 8.00 Πρωινὸ ἐπιστημονικό. 9.00 Ἑλληνικὴ μουσική. 10.00 Ἀρχιτεκτονική. 10.30 Ἐλαφρὰ μουσική. 11.00 Εἰδήσεις. 12.00 Ἡ Παλαιὰ Διαθήκη. 13.00 Ραδιοφωνικὸ θέατρο. 14.00 Εἰδήσεις. 15.00 Τὸ παιδικὸ πρόγραμμα. 16.00 Μουσικὴ δωματίου. 17.00 Ἐλαφρὰ τραγούδια. 18.00 Εἰδήσεις. 19.00 Θεατρικό. 20.00 Ἡ λαϊκὴ μουσική. 21.00 Εἰδήσεις. 22.00 Νυκτερινὴ μουσική. 23.45 Εἰδήσεις. 24.00 Κλείσιμο. — [415, 1083, 601, 1205]
photo-person — [278, 237, 301, 263]
photo-person — [443, 278, 470, 308]
photo-person — [704, 322, 731, 353]
continuation-note: ΣΥΝΕΧΕΙΑ ΕΙΣ ΤΗΝ 4ΗΝ ΣΕΛ. — [1406, 783, 1558, 796]
weddings-header-label: Μέλλοντες γάμοι — [237, 830, 380, 851]
photo-person — [264, 322, 291, 354]
photo-person — [323, 138, 340, 158]
photo-person — [664, 228, 686, 254]
photo-person — [274, 276, 300, 305]
photo-person — [738, 227, 758, 251]
pharmacy-text: Σήμερον τὴν νύκτα θὰ εἶναι ἀνοικτὰ τὰ φαρμακεῖα: Ο. Τσομπανίδου, Βασ. Ὄλγας 113. Α. Δημοπούλου, Πλ. Δικαστηρίων 3. Ε. Παπαδοπούλου, Εὐζώνων 21. Χ. Ἀδαμίδου, Ἐγνατία 74. Κ. Κωνσταντινίδου, Ἐγνατία 79. Ν. Παπαζαχαρίου, Τσιμισκῆ 29. Θ. Ζωγράφου, Κολοκοτρώνη 2. Τ. Τσιάμπαλη, Ἁγ. Δημητρίου 153. — [609, 1078, 803, 1167]
photo-person — [733, 195, 752, 217]
basilopites-header-label: Βασιλόπιττες — [644, 829, 768, 852]
photo-person — [419, 457, 451, 493]
social-section-title: Νέοι ἐπιστήμονες — [10, 759, 104, 775]
photo-person — [394, 193, 413, 215]
letter-heading-d: Δ — [900, 805, 909, 820]
photo-person — [293, 102, 308, 121]
photo-person — [425, 331, 453, 363]
name-day-text-1: Ὁ κ. Ἰωάννης Ἀγγελόπουλος (Γιάννης Δρογίτης 70) δὲν ἑορτάζει λόγω πένθους. Ὁ κ. Ἰωάννης Κ. Ἀγγελακόπουλος (Σταθμοῦ 94) δὲν ἑορτάζει λόγω πένθους. Ὁ κ. Ἰωάννης Ἀγγελίδης, μηχανικός (Βασ. Ὄλγας 20) δὲν ἑορτάζει. Ὁ κ. Ἰωάννης Ἀγγελίδης (Κηφισίας 25) δὲν ἑορτάζει. Ὁ κ. Ἰωάννης Ἀ. Ἀθανασιάδης (Ἀριστοτέλους 33) δὲν ἑορτάζει οὔτε δέχεται ἐπισκέψεις. Ὁ κ. Ἰωάννης Ἀθανασόπουλος δὲν ἑορτάζει. Ὁ κ. Ἰωάννης Ἀλβανὸς δὲν ἑορτάζει. Ὁ κ. Ἰωάννης Ἀλεξανδρίδης δὲν ἑορτάζει λόγω πένθους. Ὁ κ. Ἰωάννης Ἀλεξίου δὲν δέχεται. Ὁ κ. Ἰωάννης Ἀλτινίδης (Ἁγ. Σοφίας 27) δὲν ἑορτάζει. Ὁ κ. Ἰωάννης Ἀναστασιάδης δὲν ἑορτάζει λόγω ἀσθενείας. Ὁ κ. Ἰωάννης Ἀνδρεάδης (Ἐγνατίας 112) δὲν ἑορτάζει. Ὁ κ. Ἰωάννης Ἀντωνιάδης, γιατρός, δὲν ἑορτάζει. Ὁ κ. Ἰωάννης Ἀποστόλου δὲν ἑορτάζει. Ὁ κ. Ἰωάννης Ἀραμπατζῆς δὲν ἑορτάζει. Ὁ κ. Ἰωάννης Ἀρβανίτης δὲν ἑορτάζει οὔτε δέχεται ἐπισκέψεις. — [815, 121, 995, 364]
photo-person — [211, 94, 226, 112]
mourning-header — [210, 1097, 407, 1143]
photo-title: Συνάντησις ἀποφοίτων τοῦ Γ' γυμνασίου — [222, 34, 790, 62]
photo-person — [767, 416, 799, 453]
name-day-text-2: Ὁ κ. Ἰωάννης Γ. Γεωργίου (Π. Μελᾶ 2) δὲν ἑορτάζει οὔτε δέχεται. Ὁ κ. Ἰωάννης Γιαννάκης δὲν δέχεται. Ὁ κ. Ἰωάννης Γιαννόπουλος δὲν ἑορτάζει. Ὁ κ. Ἰωάννης Γιαγτζίδης δὲν ἑορτάζει. Ὁ κ. Ἰωάννης Γκαλιώνης δὲν ἑορτάζει. Ὁ κ. Ἰωάννης Γκουτζάμανης δὲν ἑορτάζει οὔτε δέχεται. Ὁ κ. Ἰωάννης Γραμματικόπουλος δὲν ἑορτάζει. Ὁ κ. Ἰωάννης Γρηγοριάδης δὲν ἑορτάζει. Ὁ κ. Ἰωάννης Γούσιος δὲν ἑορτάζει λόγω πένθους. Ὁ κ. Ἰωάννης Δαβίδ δὲν ἑορτάζει. Ὁ κ. Ἰωάννης Δαλαμάγκας δὲν ἑορτάζει. Ὁ κ. Ἰωάννης Δεληγιαννίδης δὲν ἑορτάζει λόγω πένθους. Ὁ κ. Ἰωάννης Δημητρίου δὲν ἑορτάζει. Ὁ κ. Ἰωάννης Δημόπουλος δὲν ἑορτάζει οὔτε δέχεται. Ὁ κ. Ἰωάννης Διαμαντίδης δὲν ἑορτάζει. Ὁ κ. Ἰωάννης Δούκας δὲν ἑορτάζει. Ὁ κ. Ἰωάννης Δρόσος δὲν ἑορτάζει. — [1007, 121, 1187, 330]
basilopites-column — [609, 820, 803, 2313]
radio-station-2: Ἔνθετον Δυνάμεων — [415, 1211, 521, 1227]
photo-person — [560, 229, 583, 257]
